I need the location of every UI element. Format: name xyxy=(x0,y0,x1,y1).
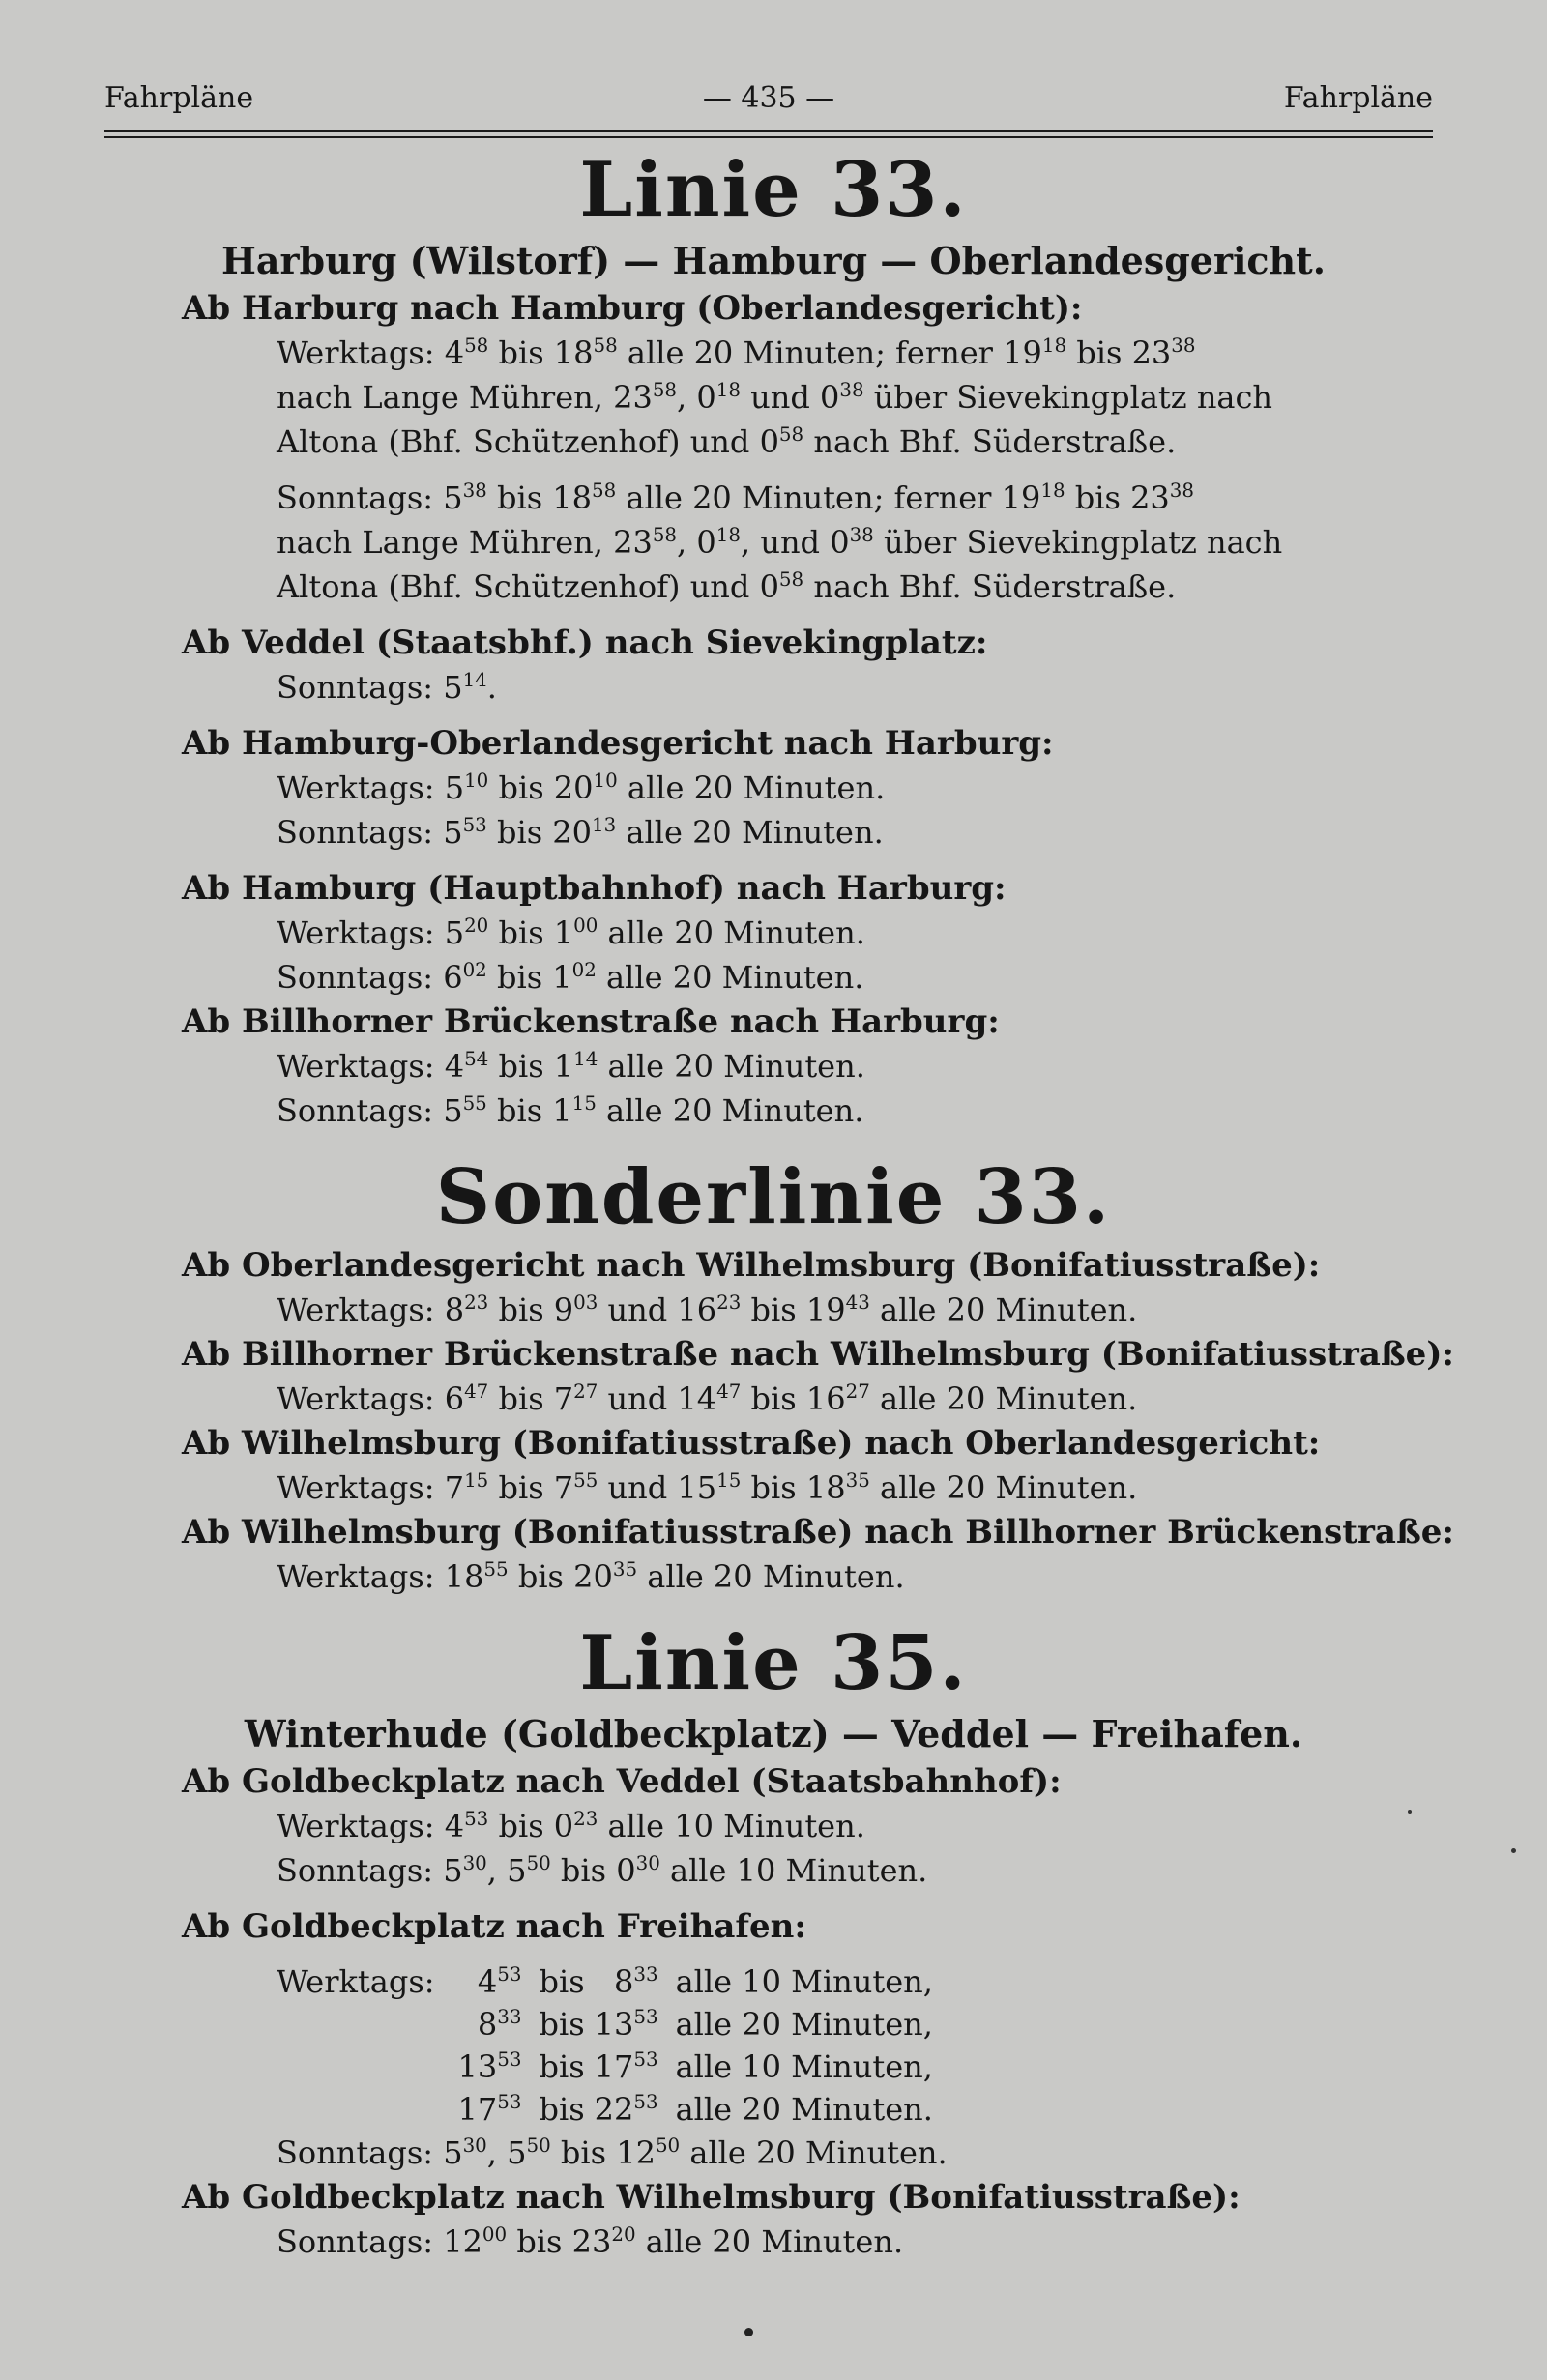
footer-mark xyxy=(744,2328,753,2336)
schedule-block xyxy=(277,911,1359,1000)
timetable-row xyxy=(277,1960,943,2003)
schedule-line: Werktags: $6^{47}$ bis $7^{27}$ und $14^{47}$ bis $16^{27}$ alle 20 Minuten. xyxy=(277,1380,1138,1417)
linie-33-route: Harburg (Wilstorf) — Hamburg — Oberlandesgericht. xyxy=(221,239,1326,282)
schedule-line: Sonntags: $5^{14}$. xyxy=(277,669,497,706)
interval-text: alle 20 Minuten, xyxy=(675,2006,933,2043)
linie-35-route: Winterhude (Goldbeckplatz) — Veddel — Freihafen. xyxy=(244,1712,1303,1756)
schedule-line: Werktags: $5^{10}$ bis $20^{10}$ alle 20 Minuten. xyxy=(277,769,886,806)
section-heading: Ab Billhorner Brückenstraße nach Wilhelmsburg (Bonifatiusstraße): xyxy=(182,1335,1454,1374)
schedule-line: Werktags: $8^{23}$ bis $9^{03}$ und $16^{23}$ bis $19^{43}$ alle 20 Minuten. xyxy=(277,1292,1138,1328)
schedule-line: Sonntags: $5^{30}$, $5^{50}$ bis $12^{50}$ alle 20 Minuten. xyxy=(277,2134,948,2171)
timetable-row xyxy=(277,2003,943,2046)
bis-word: bis xyxy=(539,2006,585,2043)
row-label: Werktags: xyxy=(277,1963,435,2000)
schedule-line: nach Lange Mühren, $23^{58}$, $0^{18}$ und $0^{38}$ über Sievekingplatz nach xyxy=(277,379,1273,416)
page-number: — 435 — xyxy=(702,81,835,115)
schedule-line: Altona (Bhf. Schützenhof) und $0^{58}$ nach Bhf. Süderstraße. xyxy=(277,568,1177,605)
section-heading: Ab Billhorner Brückenstraße nach Harburg: xyxy=(182,1002,1000,1041)
page-content xyxy=(0,145,1547,2264)
section-heading: Ab Goldbeckplatz nach Wilhelmsburg (Bonifatiusstraße): xyxy=(182,2178,1241,2217)
interval-text: alle 10 Minuten, xyxy=(675,1963,933,2000)
section-heading: Ab Wilhelmsburg (Bonifatiusstraße) nach Oberlandesgericht: xyxy=(182,1424,1321,1463)
schedule-block xyxy=(277,1466,1359,1510)
to-time: $22^{53}$ xyxy=(594,2091,658,2128)
schedule-block xyxy=(277,766,1359,855)
print-speck xyxy=(1511,1848,1516,1853)
header-right: Fahrpläne xyxy=(1283,81,1433,115)
row-label xyxy=(277,2046,458,2088)
section-heading: Ab Hamburg-Oberlandesgericht nach Harburg: xyxy=(182,724,1054,763)
schedule-line: Altona (Bhf. Schützenhof) und $0^{58}$ nach Bhf. Süderstraße. xyxy=(277,423,1177,460)
schedule-block xyxy=(277,665,1359,710)
schedule-block xyxy=(277,331,1359,609)
schedule-block xyxy=(277,1804,1359,1893)
timetable-row xyxy=(277,2088,943,2131)
schedule-line: Sonntags: $12^{00}$ bis $23^{20}$ alle 20 Minuten. xyxy=(277,2223,904,2260)
schedule-line: Sonntags: $6^{02}$ bis $1^{02}$ alle 20 Minuten. xyxy=(277,959,864,996)
schedule-line: Sonntags: $5^{55}$ bis $1^{15}$ alle 20 Minuten. xyxy=(277,1092,864,1129)
schedule-line: Werktags: $7^{15}$ bis $7^{55}$ und $15^{15}$ bis $18^{35}$ alle 20 Minuten. xyxy=(277,1469,1138,1506)
linie-33-title: Linie 33. xyxy=(579,146,968,234)
schedule-line: Werktags: $4^{54}$ bis $1^{14}$ alle 20 Minuten. xyxy=(277,1048,865,1085)
schedule-line: Werktags: $4^{58}$ bis $18^{58}$ alle 20 Minuten; ferner $19^{18}$ bis $23^{38}$ xyxy=(277,334,1196,371)
bis-word: bis xyxy=(539,2091,585,2128)
from-time: $8^{33}$ xyxy=(477,2006,522,2043)
section-heading: Ab Harburg nach Hamburg (Oberlandesgericht): xyxy=(182,289,1083,328)
row-label xyxy=(277,2003,458,2046)
section-heading: Ab Goldbeckplatz nach Veddel (Staatsbahnhof): xyxy=(182,1762,1062,1801)
schedule-block xyxy=(277,1554,1359,1599)
schedule-block xyxy=(277,1044,1359,1133)
row-label xyxy=(277,2088,458,2131)
to-time: $13^{53}$ xyxy=(594,2006,658,2043)
timetable-row xyxy=(277,2046,943,2088)
schedule-line: Werktags: $5^{20}$ bis $1^{00}$ alle 20 Minuten. xyxy=(277,914,865,951)
interval-text: alle 10 Minuten, xyxy=(675,2048,933,2085)
to-time: $17^{53}$ xyxy=(594,2048,658,2085)
section-heading: Ab Veddel (Staatsbhf.) nach Sievekingplatz: xyxy=(182,624,988,662)
schedule-line: Werktags: $4^{53}$ bis $0^{23}$ alle 10 Minuten. xyxy=(277,1808,865,1844)
schedule-block xyxy=(277,2220,1359,2264)
schedule-block xyxy=(277,2131,1359,2175)
from-time: $4^{53}$ xyxy=(477,1963,522,2000)
interval-text: alle 20 Minuten. xyxy=(675,2091,933,2128)
section-heading: Ab Wilhelmsburg (Bonifatiusstraße) nach Billhorner Brückenstraße: xyxy=(182,1513,1454,1552)
schedule-line: nach Lange Mühren, $23^{58}$, $0^{18}$, und $0^{38}$ über Sievekingplatz nach xyxy=(277,524,1283,561)
print-speck xyxy=(1408,1810,1412,1814)
linie-35-title: Linie 35. xyxy=(579,1619,968,1707)
header-left: Fahrpläne xyxy=(104,81,254,115)
running-header xyxy=(104,81,1433,115)
to-time: $8^{33}$ xyxy=(613,1963,658,2000)
freihafen-timetable xyxy=(277,1960,943,2131)
schedule-block xyxy=(277,1377,1359,1421)
section-heading: Ab Oberlandesgericht nach Wilhelmsburg (Bonifatiusstraße): xyxy=(182,1246,1321,1285)
bis-word: bis xyxy=(539,1963,585,2000)
schedule-line: Sonntags: $5^{53}$ bis $20^{13}$ alle 20 Minuten. xyxy=(277,814,884,851)
from-time: $13^{53}$ xyxy=(457,2048,522,2085)
schedule-line: Sonntags: $5^{30}$, $5^{50}$ bis $0^{30}$ alle 10 Minuten. xyxy=(277,1852,928,1889)
section-heading: Ab Goldbeckplatz nach Freihafen: xyxy=(182,1907,806,1946)
sonderlinie-33-title: Sonderlinie 33. xyxy=(435,1153,1112,1241)
header-rule-thin xyxy=(104,136,1433,138)
section-heading: Ab Hamburg (Hauptbahnhof) nach Harburg: xyxy=(182,869,1007,908)
schedule-line: Sonntags: $5^{38}$ bis $18^{58}$ alle 20 Minuten; ferner $19^{18}$ bis $23^{38}$ xyxy=(277,479,1195,516)
from-time: $17^{53}$ xyxy=(457,2091,522,2128)
schedule-block xyxy=(277,1288,1359,1332)
header-rule xyxy=(104,130,1433,132)
bis-word: bis xyxy=(539,2048,585,2085)
schedule-line: Werktags: $18^{55}$ bis $20^{35}$ alle 20 Minuten. xyxy=(277,1558,905,1595)
